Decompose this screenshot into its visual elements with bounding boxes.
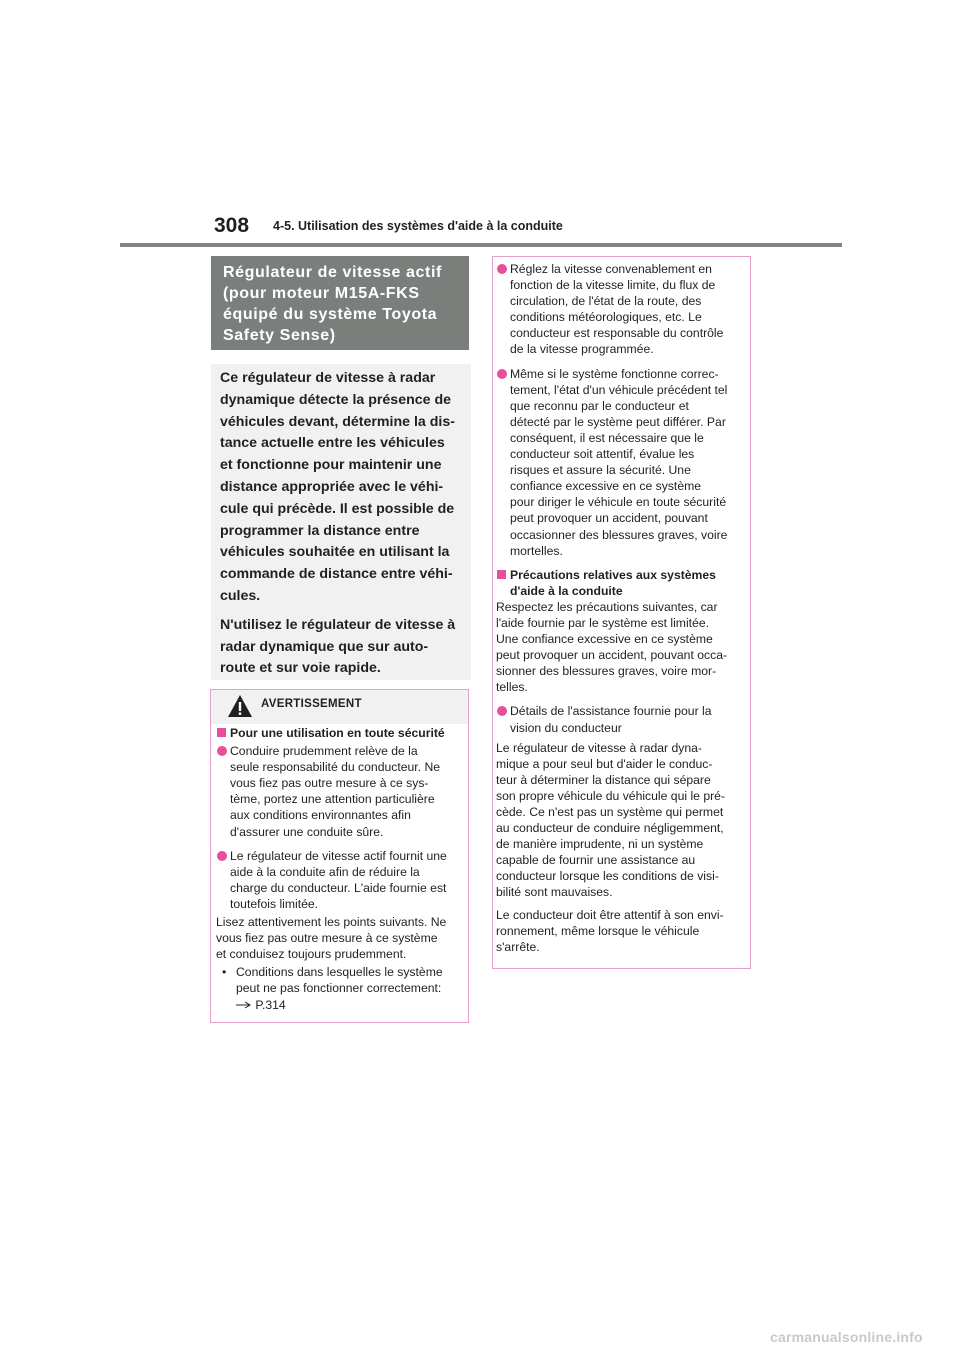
intro-line: véhicules souhaitée en utilisant la [220,544,450,561]
round-bullet-icon [497,706,507,716]
text-line: mique a pour seul but d'aider le conduc- [496,756,713,771]
title-line: Safety Sense) [223,327,336,344]
text-line: occasionner des blessures graves, voire [510,527,728,542]
intro-line: N'utilisez le régulateur de vitesse à [220,616,456,633]
text-line: Conduire prudemment relève de la [230,744,418,759]
round-bullet-icon [497,264,507,274]
text-line: aide à la conduite afin de réduire la [230,864,420,879]
arrow-right-icon [236,1001,252,1009]
text-line: Détails de l'assistance fournie pour la [510,704,712,719]
text-line: vous fiez pas outre mesure à ce sys- [230,776,429,791]
text-line: confiance excessive en ce système [510,479,702,494]
text-line: Réglez la vitesse convenablement en [510,262,712,276]
text-line: et conduisez toujours prudemment. [216,947,407,962]
intro-line: distance appropriée avec le véhi- [220,478,444,495]
text-line: Le régulateur de vitesse actif fournit une [230,848,447,863]
intro-line: route et sur voie rapide. [220,660,381,677]
text-line: circulation, de l'état de la route, des [510,294,702,309]
intro-line: tance actuelle entre les véhicules [220,435,445,452]
round-bullet-icon [217,746,227,756]
header-rule [120,243,842,247]
section-title: 4-5. Utilisation des systèmes d'aide à la conduite [273,219,563,233]
title-line: (pour moteur M15A-FKS [223,285,420,302]
square-bullet-icon [217,728,226,737]
text-line: d'assurer une conduite sûre. [230,824,384,839]
warning-triangle-icon [227,694,253,718]
text-line: mortelles. [510,543,563,558]
text-line: au conducteur de conduire négligemment, [496,821,724,836]
square-bullet-icon [497,570,506,579]
text-line: Même si le système fonctionne correc- [510,366,719,381]
text-line: pour diriger le véhicule en toute sécurité [510,495,727,510]
text-line: seule responsabilité du conducteur. Ne [230,760,441,775]
warning-paragraph [216,914,466,962]
text-line: d'aide à la conduite [510,583,623,598]
text-line: conducteur est responsable du contrôle [510,326,724,341]
text-line: risques et assure la sécurité. Une [510,463,691,478]
caution-paragraph [496,599,748,696]
text-line: de manière imprudente, ni un système [496,837,704,852]
caution-bullet [496,703,748,735]
text-line: de la vitesse programmée. [510,342,654,357]
text-line: capable de fournir une assistance au [496,853,696,868]
warning-body [216,725,466,1013]
warning-header [211,690,468,724]
caution-box [492,256,751,969]
intro-line: Ce régulateur de vitesse à radar [220,370,436,386]
text-line: conséquent, il est nécessaire que le [510,430,704,445]
caution-bullet [496,366,748,559]
text-line: peut ne pas fonctionner correctement: [236,981,442,996]
text-line: vous fiez pas outre mesure à ce système [216,931,438,946]
intro-line: radar dynamique que sur auto- [220,638,429,655]
intro-line: dynamique détecte la présence de [220,391,452,408]
text-line: teur à déterminer la distance qui sépare [496,772,711,787]
warning-sub-item [216,964,466,1012]
bullet-glyph: • [222,965,227,980]
caution-heading [496,567,748,599]
warning-bullet [216,743,466,840]
text-line: peut provoquer un accident, pouvant occa- [496,648,728,663]
text-line: sionner des blessures graves, voire mor- [496,664,717,679]
text-line: Une confiance excessive en ce système [496,632,713,647]
text-line: Respectez les précautions suivantes, car [496,599,718,614]
page-number: 308 [214,214,250,237]
text-line: toutefois limitée. [230,896,319,911]
caution-paragraph [496,740,748,901]
intro-line: programmer la distance entre [220,522,420,539]
intro-line: véhicules devant, détermine la dis- [220,413,455,430]
intro-line: cules. [220,587,261,604]
intro-box [211,364,471,680]
text-line: ronnement, même lorsque le véhicule [496,923,700,938]
warning-heading: Pour une utilisation en toute sécurité [216,725,466,741]
warning-box [210,689,469,1023]
text-line: Le conducteur doit être attentif à son envi- [496,907,724,922]
text-line: charge du conducteur. L'aide fournie est [230,880,447,895]
caution-body [496,261,748,955]
text-line: vision du conducteur [510,720,622,735]
intro-line: commande de distance entre véhi- [220,566,453,583]
text-line: telles. [496,680,528,695]
caution-paragraph [496,907,748,955]
text-line: tème, portez une attention particulière [230,792,435,807]
intro-paragraph [220,368,465,608]
text-line: s'arrête. [496,939,540,954]
text-line: bilité sont mauvaises. [496,885,613,900]
text-line: Conditions dans lesquelles le système [236,965,443,980]
title-box [211,256,469,350]
text-line: conducteur lorsque les conditions de visi- [496,869,719,884]
intro-paragraph [220,615,465,680]
text-line: Le régulateur de vitesse à radar dyna- [496,740,702,755]
text-line: peut provoquer un accident, pouvant [510,511,708,526]
text-line: aux conditions environnantes afin [230,808,411,823]
caution-bullet [496,261,748,358]
text-line: Lisez attentivement les points suivants. Ne [216,915,447,930]
watermark: carmanualsonline.info [770,1329,923,1345]
round-bullet-icon [217,851,227,861]
text-line: conducteur soit attentif, évalue les [510,447,695,462]
text-line: cède. Ce n'est pas un système qui permet [496,805,724,819]
page-reference-link[interactable] [236,997,466,1013]
round-bullet-icon [497,369,507,379]
text-line: détecté par le système peut différer. Par [510,414,726,429]
text-line: Précautions relatives aux systèmes [510,567,716,582]
title-line: Régulateur de vitesse actif [223,264,442,281]
text-line: tement, l'état d'un véhicule précédent tel [510,382,728,397]
text-line: l'aide fournie par le système est limitée. [496,615,709,630]
text-line: fonction de la vitesse limite, du flux de [510,278,716,293]
intro-line: cule qui précède. Il est possible de [220,500,455,517]
page-reference: P.314 [255,997,286,1012]
text-line: conditions météorologiques, etc. Le [510,310,702,325]
intro-line: et fonctionne pour maintenir une [220,457,442,474]
text-line: que reconnu par le conducteur et [510,398,689,413]
text-line: son propre véhicule du véhicule qui le pré- [496,788,725,803]
warning-bullet [216,848,466,912]
warning-title: AVERTISSEMENT [261,698,362,710]
title-line: équipé du système Toyota [223,306,438,323]
